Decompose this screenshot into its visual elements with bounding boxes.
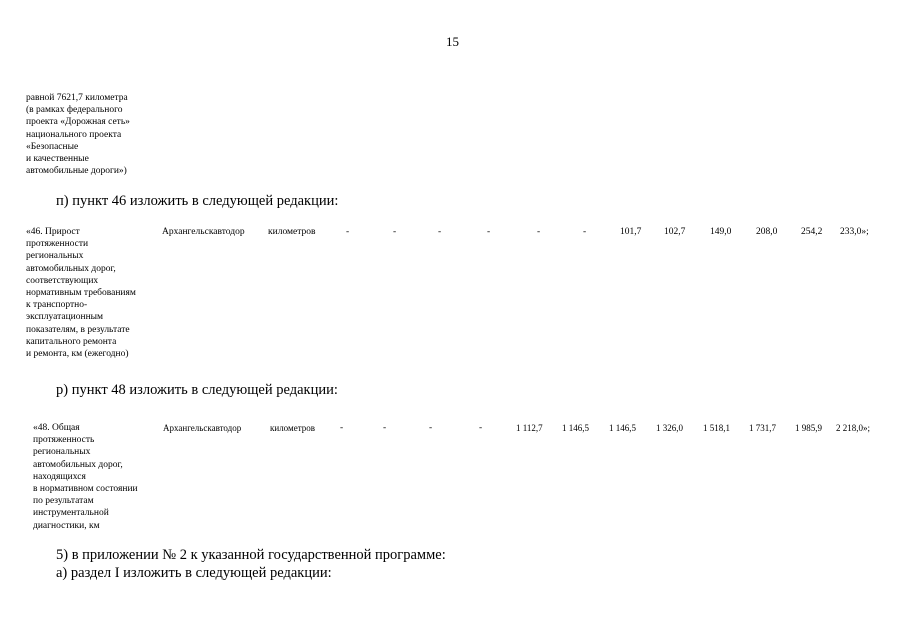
text-line: (в рамках федерального	[26, 105, 123, 116]
instruction-appendix-2: 5) в приложении № 2 к указанной государственной программе:	[56, 547, 446, 563]
unit-cell: километров	[268, 227, 316, 237]
text-line: эксплуатационным	[26, 312, 104, 323]
text-line: протяженности	[26, 239, 89, 250]
value-cell: 254,2	[801, 227, 823, 237]
executor-cell: Архангельскавтодор	[163, 423, 242, 433]
value-cell: 102,7	[664, 227, 686, 237]
text-line: к транспортно-	[26, 300, 88, 311]
text-line: региональных	[33, 447, 91, 458]
text-line: капитального ремонта	[26, 336, 117, 347]
value-cell: 2 218,0»;	[836, 423, 871, 433]
value-cell: -	[487, 227, 491, 237]
unit-cell: километров	[270, 423, 315, 433]
value-cell: 1 146,5	[562, 423, 589, 433]
text-line: автомобильных дорог,	[33, 459, 123, 470]
text-line: находящихся	[33, 471, 86, 482]
continued-indicator-text	[26, 92, 130, 177]
text-line: инструментальной	[33, 508, 109, 519]
executor-cell: Архангельскавтодор	[162, 227, 245, 237]
value-cell: -	[393, 227, 397, 237]
value-cell: -	[383, 423, 387, 433]
text-line: автомобильные дороги»)	[26, 166, 127, 177]
text-line: и качественные	[26, 154, 89, 165]
value-cell: 1 985,9	[795, 423, 822, 433]
text-line: региональных	[26, 251, 84, 262]
instruction-point-46: п) пункт 46 изложить в следующей редакции:	[56, 193, 339, 209]
text-line: «Безопасные	[26, 141, 79, 152]
value-cell: -	[340, 423, 344, 433]
value-cell: 208,0	[756, 227, 778, 237]
text-line: «46. Прирост	[26, 227, 80, 237]
text-line: диагностики, км	[33, 520, 100, 531]
text-line: и ремонта, км (ежегодно)	[26, 349, 129, 360]
value-cell: -	[583, 227, 587, 237]
value-cell: -	[346, 227, 350, 237]
value-cell: -	[429, 423, 433, 433]
value-cell: 1 112,7	[516, 423, 543, 433]
indicator-description	[33, 422, 138, 532]
value-cell: 1 731,7	[749, 423, 776, 433]
instruction-section-1: а) раздел I изложить в следующей редакции:	[56, 565, 332, 581]
value-cell: 101,7	[620, 227, 642, 237]
page-number: 15	[446, 34, 459, 49]
value-cell: 1 518,1	[703, 423, 730, 433]
text-line: автомобильных дорог,	[26, 263, 116, 274]
text-line: «48. Общая	[33, 423, 80, 433]
indicator-description	[26, 226, 136, 360]
value-cell: -	[537, 227, 541, 237]
value-cell: -	[479, 423, 483, 433]
text-line: в нормативном состоянии	[33, 484, 138, 495]
text-line: показателям, в результате	[26, 324, 130, 335]
text-line: соответствующих	[26, 275, 99, 286]
value-cell: -	[438, 227, 442, 237]
value-cell: 149,0	[710, 227, 732, 237]
text-line: нормативным требованиям	[26, 288, 136, 299]
text-line: проекта «Дорожная сеть»	[26, 117, 130, 128]
text-line: по результатам	[33, 496, 94, 507]
value-cell: 233,0»;	[840, 227, 869, 237]
text-line: равной 7621,7 километра	[26, 93, 128, 103]
value-cell: 1 146,5	[609, 423, 636, 433]
value-cell: 1 326,0	[656, 423, 683, 433]
text-line: национального проекта	[26, 129, 122, 140]
instruction-point-48: р) пункт 48 изложить в следующей редакции:	[56, 382, 338, 398]
text-line: протяженность	[33, 435, 95, 446]
